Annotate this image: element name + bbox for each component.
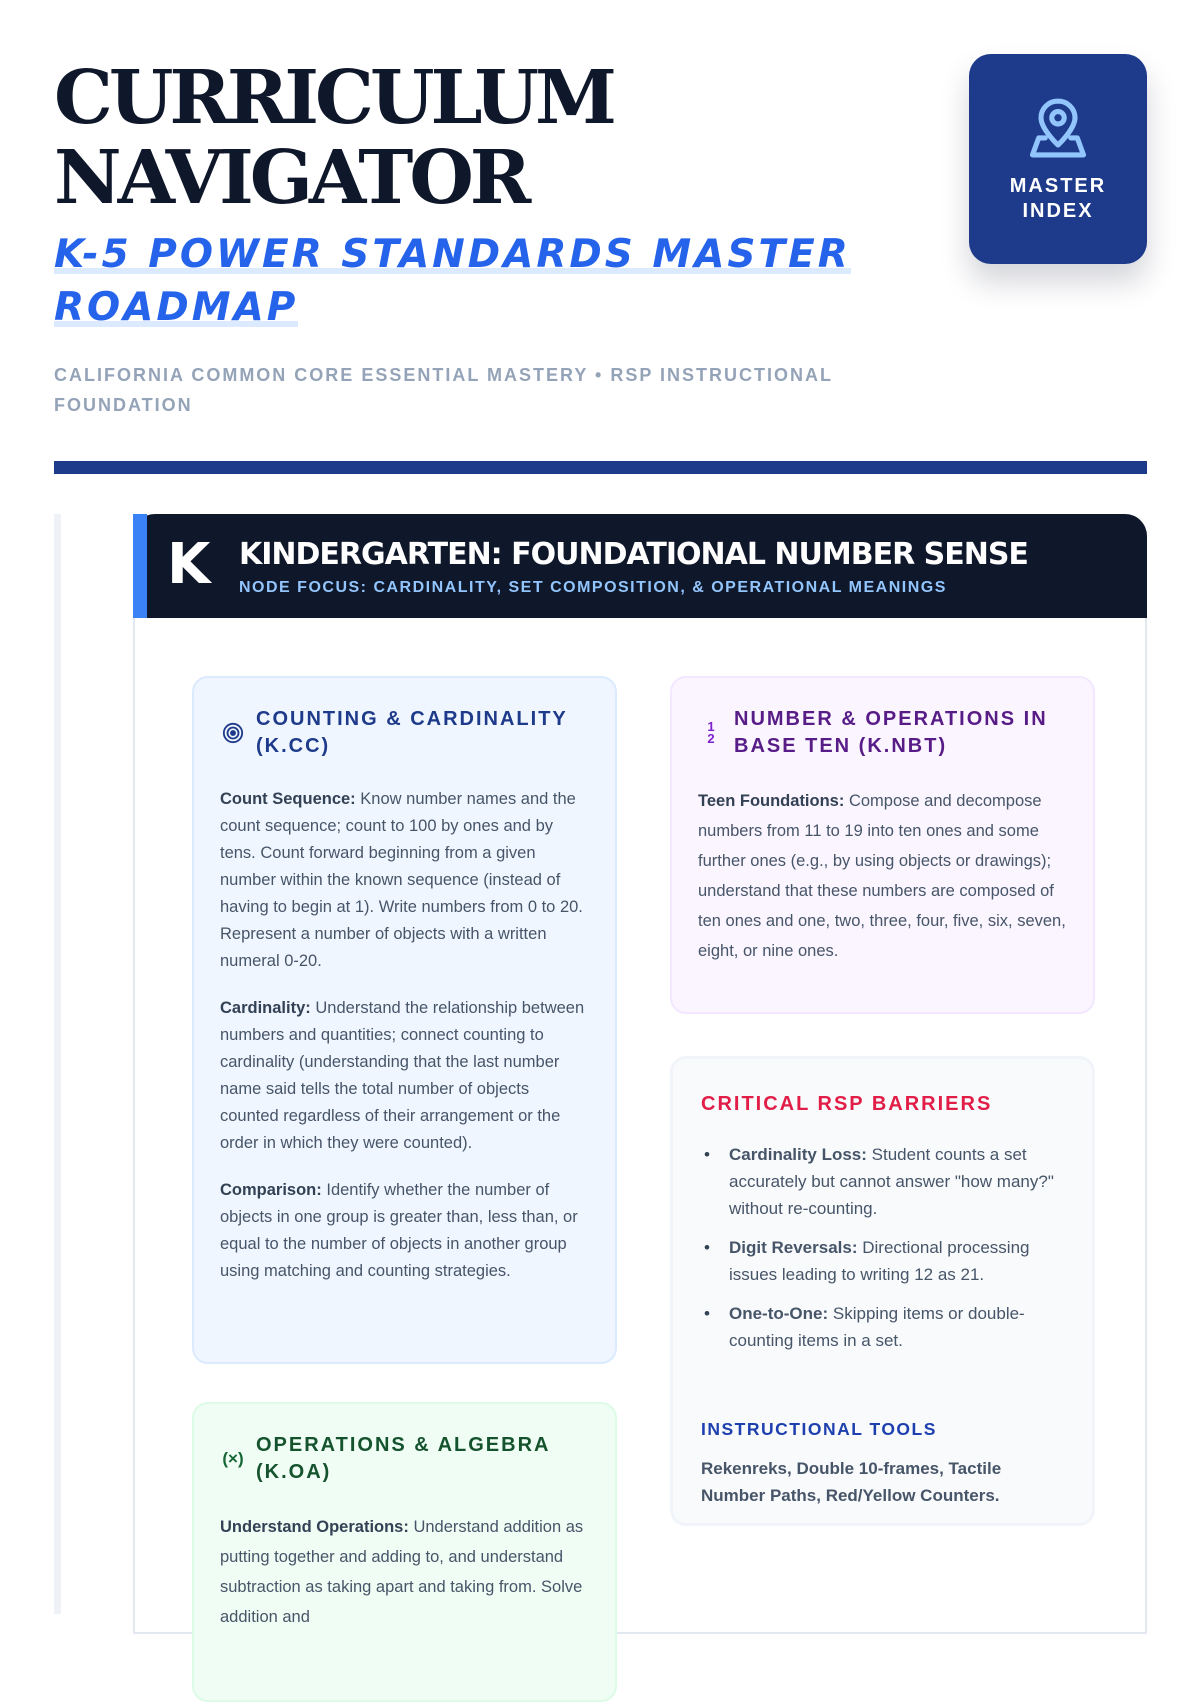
standard-text: Identify whether the number of objects in one group is greater than, less than, or equal to the number of objects in another group using matching and counting strategies. bbox=[220, 1181, 578, 1280]
standard-text: Understand the relationship between numbers and quantities; connect counting to cardinality (understanding that the last number name said tells the total number of objects counted regardless of their arrangement or the order in which they were counted). bbox=[220, 999, 585, 1152]
card-body bbox=[698, 786, 1067, 986]
card-body bbox=[220, 1512, 589, 1652]
standard-label: Teen Foundations: bbox=[698, 792, 845, 810]
badge-line-1: MASTER bbox=[1009, 175, 1107, 197]
map-pin-icon bbox=[1024, 94, 1092, 162]
badge-line-2: INDEX bbox=[1022, 200, 1094, 222]
card-title: OPERATIONS & ALGEBRA (K.OA) bbox=[256, 1434, 550, 1483]
timeline-track bbox=[54, 514, 61, 1614]
grade-k-section bbox=[133, 514, 1147, 1634]
rsp-title: CRITICAL RSP BARRIERS bbox=[701, 1093, 993, 1115]
standard-teen-foundations bbox=[698, 786, 1067, 966]
list-item bbox=[701, 1234, 1068, 1288]
standard-label: Comparison: bbox=[220, 1181, 322, 1199]
card-header bbox=[220, 706, 586, 760]
grade-title: KINDERGARTEN: FOUNDATIONAL NUMBER SENSE bbox=[239, 537, 1028, 572]
page-title bbox=[54, 55, 854, 221]
barrier-text: Student counts a set accurately but cannot answer "how many?" without re-counting. bbox=[729, 1145, 1054, 1218]
barrier-label: One-to-One: bbox=[729, 1304, 829, 1323]
barrier-list bbox=[701, 1141, 1068, 1366]
standard-count-sequence bbox=[220, 786, 589, 975]
card-rsp-barriers bbox=[670, 1056, 1095, 1526]
standard-understand-operations bbox=[220, 1512, 589, 1632]
master-index-button[interactable] bbox=[969, 54, 1147, 264]
standard-label: Understand Operations: bbox=[220, 1518, 409, 1536]
card-header bbox=[698, 706, 1064, 760]
standard-cardinality bbox=[220, 995, 589, 1157]
card-operations-algebra bbox=[192, 1402, 617, 1702]
title-line-2: NAVIGATOR bbox=[54, 135, 528, 221]
subtitle-text: K-5 POWER STANDARDS MASTER ROADMAP bbox=[54, 232, 851, 330]
barrier-label: Digit Reversals: bbox=[729, 1238, 858, 1257]
card-header bbox=[220, 1432, 586, 1486]
card-title: COUNTING & CARDINALITY (K.CC) bbox=[256, 708, 568, 757]
standard-label: Cardinality: bbox=[220, 999, 311, 1017]
card-body bbox=[220, 786, 589, 1305]
card-base-ten bbox=[670, 676, 1095, 1014]
card-counting-cardinality bbox=[192, 676, 617, 1364]
standard-text: Know number names and the count sequence; count to 100 by ones and by tens. Count forward beginning from a given number within the known sequence (instead of having to begin at 1). Write numbers from 0 to 20. Represent a number of objects with a written numeral 0-20. bbox=[220, 790, 583, 970]
barrier-text: Skipping items or double-counting items in a set. bbox=[729, 1304, 1025, 1350]
standard-text: Understand addition as putting together and adding to, and understand subtraction as taking apart and taking from. Solve addition and bbox=[220, 1518, 584, 1626]
grade-k-header bbox=[133, 514, 1147, 618]
digits-icon: 1 2 bbox=[707, 719, 715, 746]
barrier-label: Cardinality Loss: bbox=[729, 1145, 867, 1164]
card-title: NUMBER & OPERATIONS IN BASE TEN (K.NBT) bbox=[734, 708, 1048, 757]
list-item bbox=[701, 1141, 1068, 1222]
list-item bbox=[701, 1300, 1068, 1354]
grade-focus: NODE FOCUS: CARDINALITY, SET COMPOSITION, & OPERATIONAL MEANINGS bbox=[239, 579, 947, 596]
master-index-label bbox=[969, 174, 1147, 224]
barrier-text: Directional processing issues leading to writing 12 as 21. bbox=[729, 1238, 1030, 1284]
tools-title: INSTRUCTIONAL TOOLS bbox=[701, 1419, 937, 1439]
tools-text: Rekenreks, Double 10-frames, Tactile Number Paths, Red/Yellow Counters. bbox=[701, 1459, 1002, 1505]
title-line-1: CURRICULUM bbox=[54, 55, 613, 141]
standard-text: Compose and decompose numbers from 11 to 19 into ten ones and some further ones (e.g., by using objects or drawings); understand that these numbers are composed of ten ones and one, two, three, four, five, six, seven, eight, or nine ones. bbox=[698, 792, 1066, 960]
function-icon: (×) bbox=[222, 1449, 244, 1468]
grade-letter: K bbox=[167, 532, 211, 597]
standard-comparison bbox=[220, 1177, 589, 1285]
grade-accent-bar bbox=[133, 514, 147, 618]
page-meta: CALIFORNIA COMMON CORE ESSENTIAL MASTERY • RSP INSTRUCTIONAL FOUNDATION bbox=[54, 365, 833, 415]
page-subtitle bbox=[54, 228, 914, 334]
header-divider bbox=[54, 461, 1147, 474]
standard-label: Count Sequence: bbox=[220, 790, 356, 808]
target-icon bbox=[220, 720, 246, 746]
